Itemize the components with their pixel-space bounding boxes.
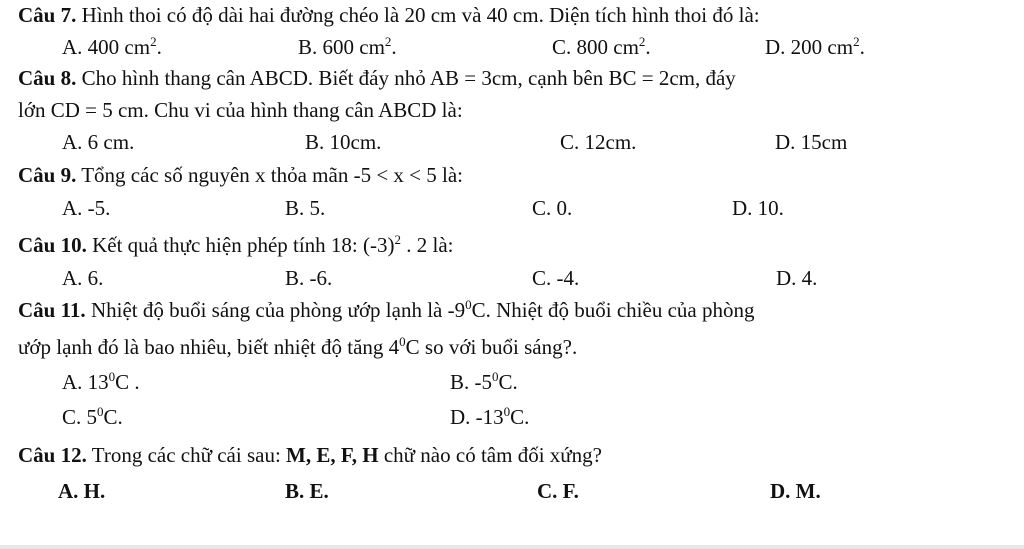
option-11a[interactable]: A. $13^0C$ . bbox=[62, 369, 140, 394]
question-10-options bbox=[0, 268, 1024, 292]
option-8c[interactable]: C. 12cm. bbox=[560, 130, 637, 154]
option-12a[interactable]: A. H. bbox=[58, 479, 106, 503]
option-7c[interactable]: C. 800 $cm^2$. bbox=[552, 34, 651, 59]
option-11d[interactable]: D. $-13^0C$. bbox=[450, 404, 530, 429]
question-12 bbox=[18, 445, 1004, 466]
question-11 bbox=[18, 297, 1004, 322]
question-10-label: Câu 10. bbox=[18, 233, 87, 257]
option-12b[interactable]: B. E. bbox=[285, 479, 329, 503]
option-11b[interactable]: B. $-5^0C$. bbox=[450, 369, 518, 394]
option-11c[interactable]: C. $5^0C$. bbox=[62, 404, 123, 429]
option-10b[interactable]: B. -6. bbox=[285, 266, 333, 290]
option-8a[interactable]: A. 6 cm. bbox=[62, 130, 135, 154]
question-7-label: Câu 7. bbox=[18, 3, 77, 27]
question-9-text: Tổng các số nguyên x thỏa mãn -5 < x < 5 là: bbox=[81, 163, 463, 187]
question-7-text: Hình thoi có độ dài hai đường chéo là 20 cm và 40 cm. Diện tích hình thoi đó là: bbox=[81, 3, 760, 27]
question-7 bbox=[18, 5, 1004, 26]
question-8 bbox=[18, 68, 1004, 89]
option-10a[interactable]: A. 6. bbox=[62, 266, 104, 290]
option-10c[interactable]: C. -4. bbox=[532, 266, 580, 290]
question-9 bbox=[18, 165, 1004, 186]
option-7a[interactable]: A. 400 $cm^2$. bbox=[62, 34, 162, 59]
option-7b[interactable]: B. 600 $cm^2$. bbox=[298, 34, 397, 59]
question-11-label: Câu 11. bbox=[18, 298, 86, 322]
option-9a[interactable]: A. -5. bbox=[62, 196, 111, 220]
option-12d[interactable]: D. M. bbox=[770, 479, 821, 503]
option-8b[interactable]: B. 10cm. bbox=[305, 130, 382, 154]
question-7-options bbox=[0, 34, 1024, 61]
question-10 bbox=[18, 232, 1004, 257]
question-11-text-line1: Nhiệt độ buổi sáng của phòng ướp lạnh là $-9^0C$. Nhiệt độ buổi chiều của phòng bbox=[90, 297, 755, 322]
option-9c[interactable]: C. 0. bbox=[532, 196, 573, 220]
option-8d[interactable]: D. 15cm bbox=[775, 130, 848, 154]
question-9-label: Câu 9. bbox=[18, 163, 77, 187]
option-10d[interactable]: D. 4. bbox=[776, 266, 818, 290]
question-8-line2 bbox=[18, 100, 1004, 121]
question-9-options bbox=[0, 198, 1024, 222]
question-10-text: Kết quả thực hiện phép tính 18: $(-3)^2$ . 2 là: bbox=[92, 232, 454, 257]
option-9d[interactable]: D. 10. bbox=[732, 196, 784, 220]
question-12-options bbox=[0, 481, 1024, 505]
question-8-label: Câu 8. bbox=[18, 66, 77, 90]
question-11-line2 bbox=[18, 334, 1004, 359]
question-12-label: Câu 12. bbox=[18, 443, 87, 467]
question-11-options-row2 bbox=[0, 404, 1024, 431]
question-12-text: Trong các chữ cái sau: M, E, F, H chữ nào có tâm đối xứng? bbox=[91, 443, 602, 467]
question-8-text-line1: Cho hình thang cân ABCD. Biết đáy nhỏ AB = 3cm, cạnh bên BC = 2cm, đáy bbox=[81, 66, 736, 90]
question-8-text-line2: lớn CD = 5 cm. Chu vi của hình thang cân ABCD là: bbox=[18, 98, 463, 122]
question-8-options bbox=[0, 132, 1024, 156]
option-12c[interactable]: C. F. bbox=[537, 479, 579, 503]
bottom-divider bbox=[0, 545, 1024, 549]
question-11-options-row1 bbox=[0, 369, 1024, 396]
option-7d[interactable]: D. 200 $cm^2$. bbox=[765, 34, 865, 59]
option-9b[interactable]: B. 5. bbox=[285, 196, 326, 220]
question-11-text-line2: ướp lạnh đó là bao nhiêu, biết nhiệt độ tăng $4^0C$ so với buổi sáng?. bbox=[18, 334, 578, 359]
